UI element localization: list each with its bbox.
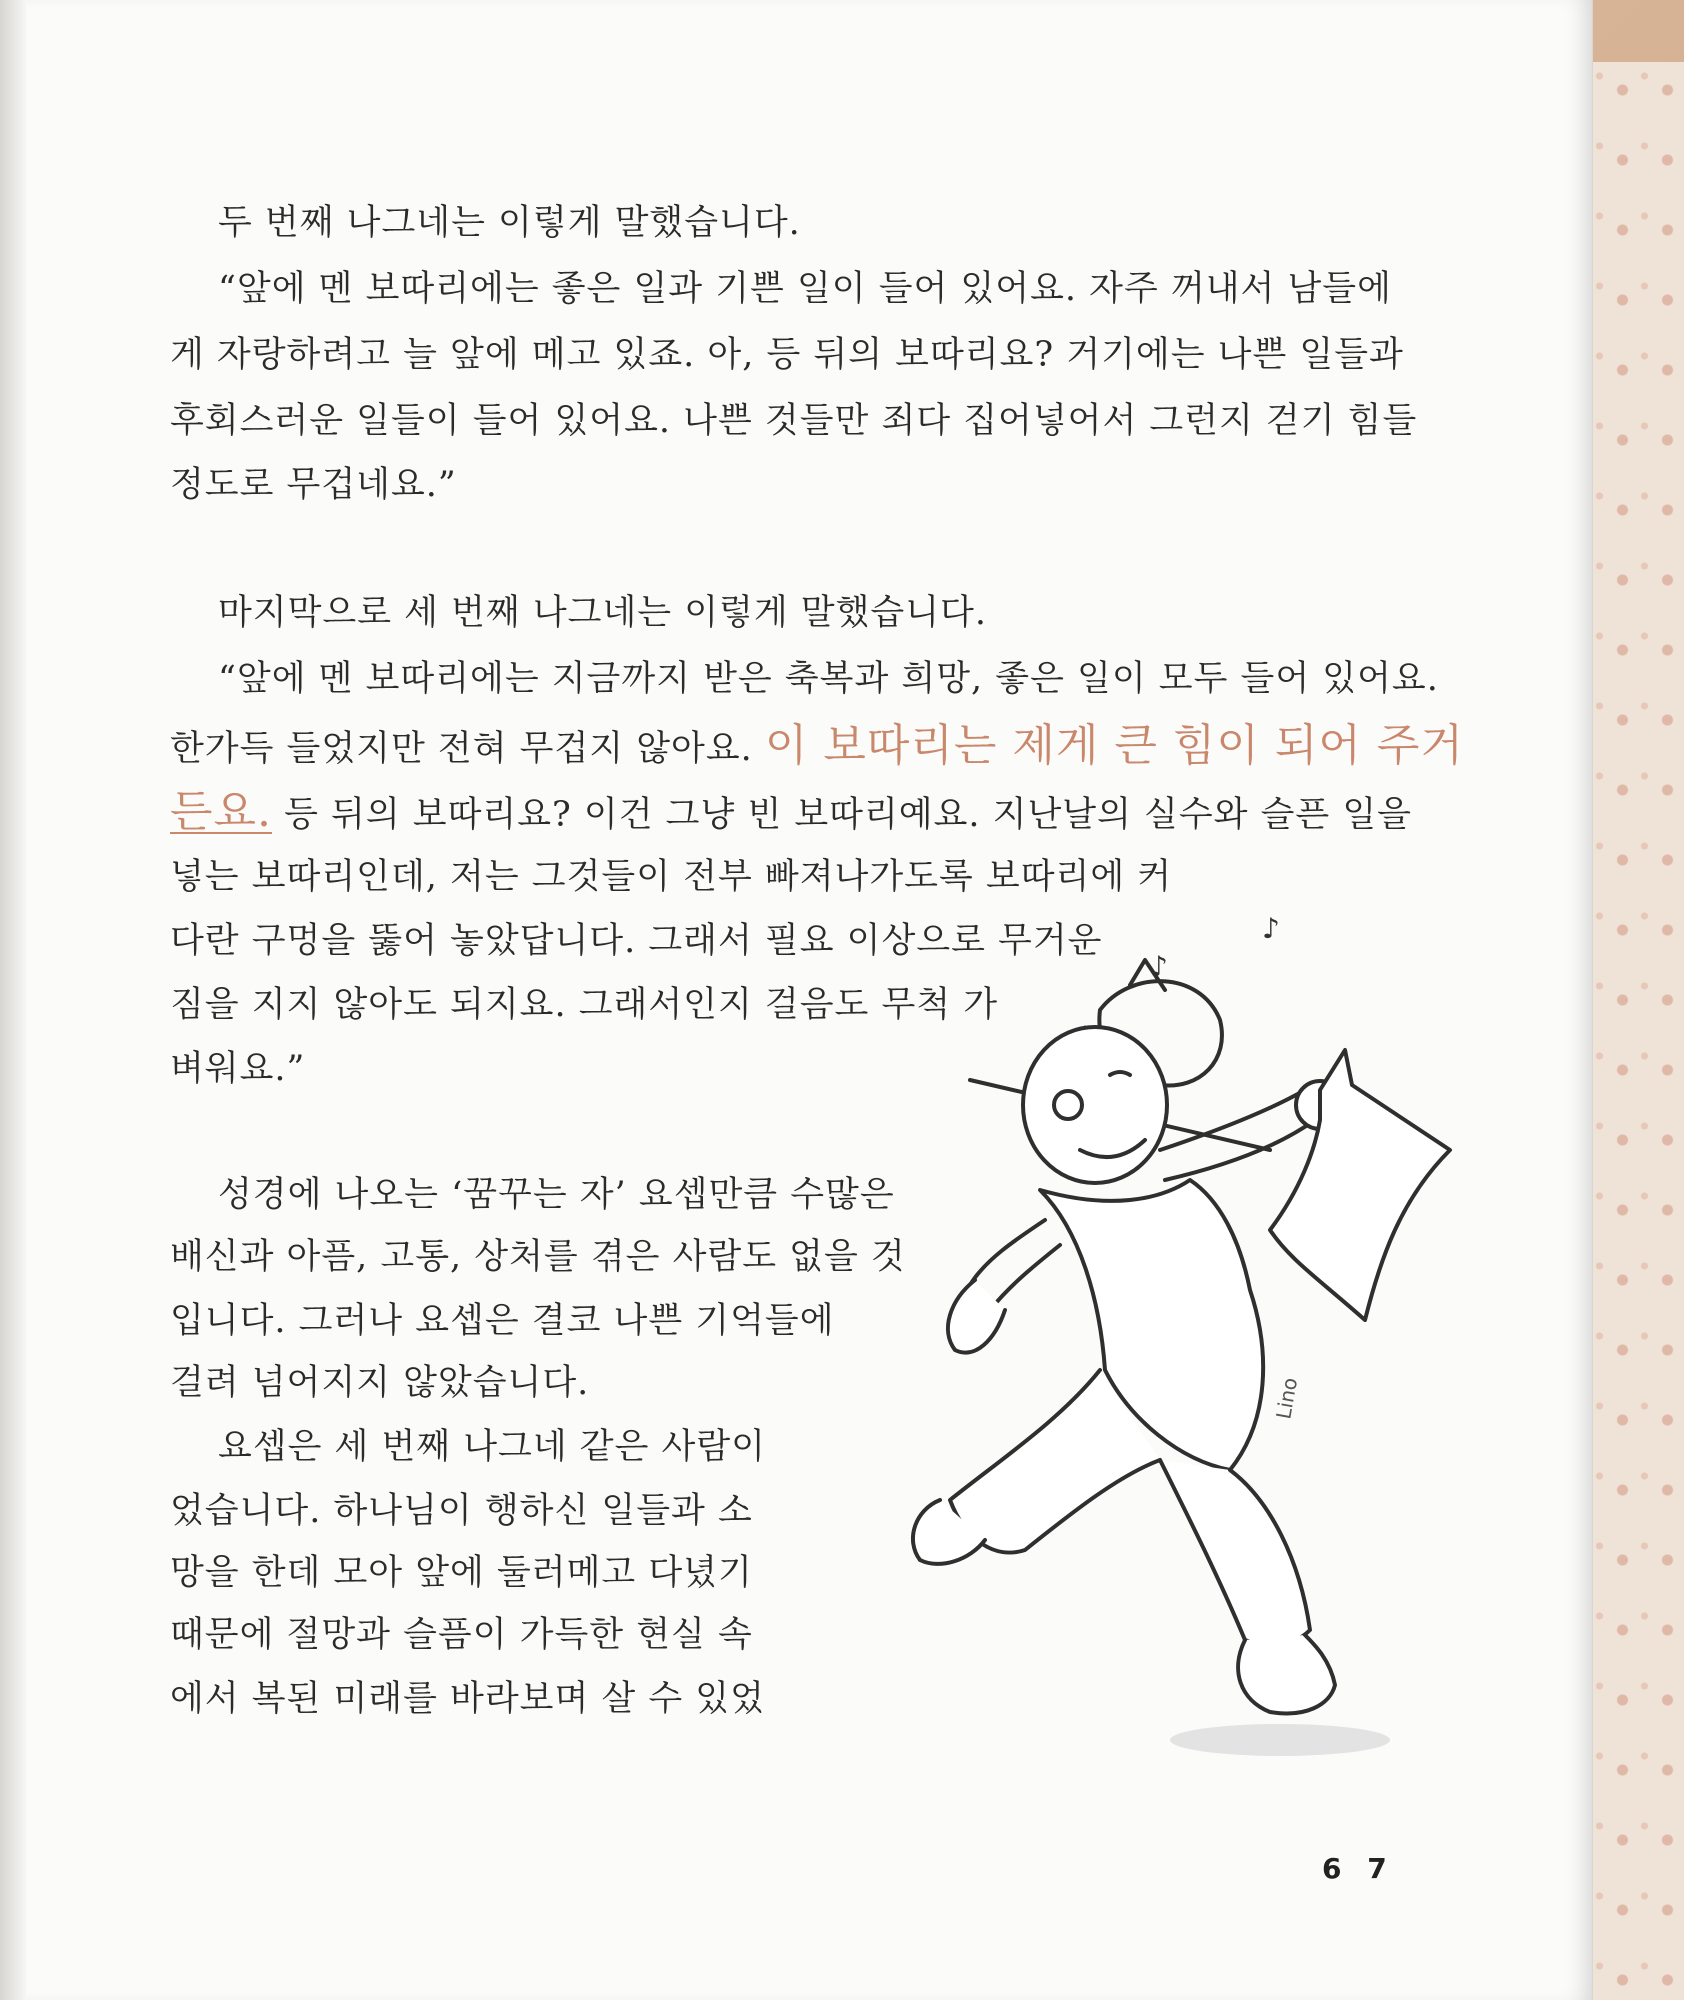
highlighted-text: 든요. [170,786,272,837]
text-line [170,786,1412,837]
text-line: 짐을 지지 않아도 되지요. 그래서인지 걸음도 무척 가 [170,985,999,1025]
text-line: 두 번째 나그네는 이렇게 말했습니다. [218,203,801,243]
text-plain: 한가득 들었지만 전혀 무겁지 않아요. [170,729,765,769]
text-line: 었습니다. 하나님이 행하신 일들과 소 [170,1491,753,1531]
text-line: 배신과 아픔, 고통, 상처를 겪은 사람도 없을 것 [170,1237,906,1277]
text-line: 입니다. 그러나 요셉은 결코 나쁜 기억들에 [170,1301,835,1341]
text-line: 다란 구멍을 뚫어 놓았답니다. 그래서 필요 이상으로 무거운 [170,921,1103,961]
page-number: 6 7 [1322,1852,1395,1885]
text-line: 망을 한데 모아 앞에 둘러메고 다녔기 [170,1553,753,1593]
music-note-icon: ♪ [1262,912,1280,945]
page-curl [0,0,26,2000]
text-line [170,720,1464,771]
text-line: 성경에 나오는 ‘꿈꾸는 자’ 요셉만큼 수많은 [218,1175,895,1215]
music-note-icon: ♪ [1150,950,1168,983]
text-line: 게 자랑하려고 늘 앞에 메고 있죠. 아, 등 뒤의 보따리요? 거기에는 나쁜 일들과 [170,335,1404,375]
walking-man-illustration [800,900,1500,1780]
text-line: 에서 복된 미래를 바라보며 살 수 있었 [170,1679,765,1719]
text-line: 걸려 넘어지지 않았습니다. [170,1363,590,1403]
text-line: 벼워요.” [170,1049,306,1089]
text-line: 요셉은 세 번째 나그네 같은 사람이 [218,1427,766,1467]
head [1023,1027,1167,1183]
text-line: 마지막으로 세 번째 나그네는 이렇게 말했습니다. [218,593,987,633]
text-line: “앞에 멘 보따리에는 좋은 일과 기쁜 일이 들어 있어요. 자주 꺼내서 남들에 [218,269,1392,309]
artist-signature: Lino [1271,1375,1303,1421]
text-line: 때문에 절망과 슬픔이 가득한 현실 속 [170,1615,753,1655]
text-line: 정도로 무겁네요.” [170,465,457,505]
text-line: 후회스러운 일들이 들어 있어요. 나쁜 것들만 죄다 집어넣어서 그런지 걷기 힘들 [170,401,1418,441]
text-line: 넣는 보따리인데, 저는 그것들이 전부 빠져나가도록 보따리에 커 [170,857,1173,897]
text-line: “앞에 멘 보따리에는 지금까지 받은 축복과 희망, 좋은 일이 모두 들어 있어요. [218,659,1439,699]
text-plain: 등 뒤의 보따리요? 이건 그냥 빈 보따리예요. 지난날의 실수와 슬픈 일을 [272,795,1412,835]
highlighted-text: 이 보따리는 제게 큰 힘이 되어 주거 [764,720,1464,771]
